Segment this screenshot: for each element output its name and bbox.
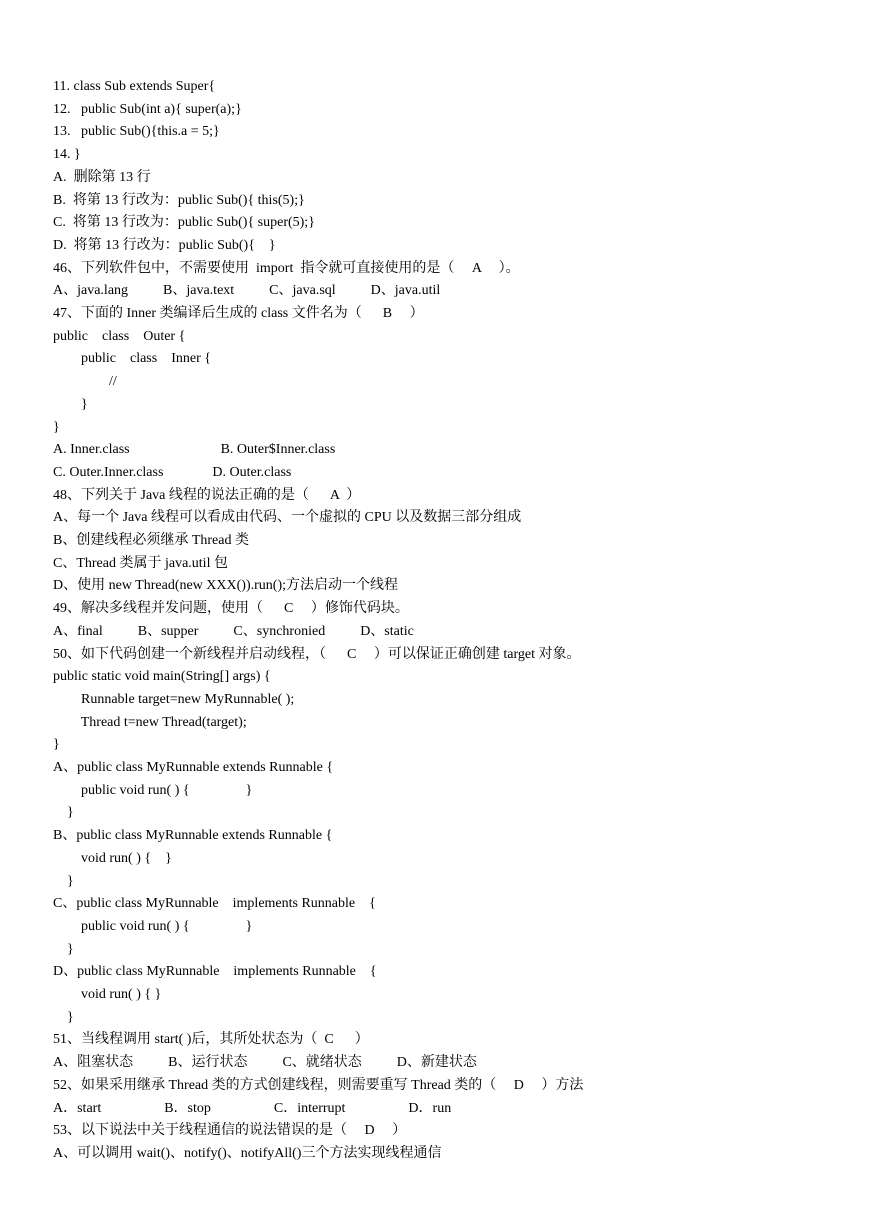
text-line: D、使用 new Thread(new XXX()).run();方法启动一个线程 bbox=[53, 578, 399, 593]
text-line: } bbox=[53, 420, 60, 435]
text-line: 49、解决多线程并发问题，使用（ C ）修饰代码块。 bbox=[53, 601, 409, 616]
text-line: A、public class MyRunnable extends Runnable { bbox=[53, 760, 334, 775]
text-line: 51、当线程调用 start( )后，其所处状态为（ C ） bbox=[53, 1032, 369, 1047]
text-line: public static void main(String[] args) { bbox=[53, 669, 271, 684]
text-line: public class Outer { bbox=[53, 329, 186, 344]
text-line: D. 将第 13 行改为：public Sub(){ } bbox=[53, 238, 276, 253]
text-line: 50、如下代码创建一个新线程并启动线程，（ C ）可以保证正确创建 target 对象。 bbox=[53, 647, 581, 662]
text-line: A、可以调用 wait()、notify()、notifyAll()三个方法实现线程通信 bbox=[53, 1146, 442, 1161]
text-line: A、阻塞状态 B、运行状态 C、就绪状态 D、新建状态 bbox=[53, 1055, 477, 1070]
text-line: B. 将第 13 行改为：public Sub(){ this(5);} bbox=[53, 193, 305, 208]
text-line: 11. class Sub extends Super{ bbox=[53, 79, 216, 94]
text-line: C. Outer.Inner.class D. Outer.class bbox=[53, 465, 292, 480]
text-line: 46、下列软件包中，不需要使用 import 指令就可直接使用的是（ A ）。 bbox=[53, 261, 520, 276]
text-line: public void run( ) { } bbox=[53, 783, 253, 798]
text-line: 47、下面的 Inner 类编译后生成的 class 文件名为（ B ） bbox=[53, 306, 424, 321]
text-line: public class Inner { bbox=[53, 351, 211, 366]
text-line: Thread t=new Thread(target); bbox=[53, 715, 247, 730]
text-line: 53、以下说法中关于线程通信的说法错误的是（ D ） bbox=[53, 1123, 407, 1138]
text-line: C、Thread 类属于 java.util 包 bbox=[53, 556, 228, 571]
text-line: C. 将第 13 行改为：public Sub(){ super(5);} bbox=[53, 215, 315, 230]
text-line: A．start B．stop C．interrupt D．run bbox=[53, 1101, 452, 1116]
text-line: A. Inner.class B. Outer$Inner.class bbox=[53, 442, 336, 457]
text-line: 52、如果采用继承 Thread 类的方式创建线程，则需要重写 Thread 类的（ D ）方法 bbox=[53, 1078, 584, 1093]
text-line: A、java.lang B、java.text C、java.sql D、java.util bbox=[53, 283, 441, 298]
text-line: A. 删除第 13 行 bbox=[53, 170, 151, 185]
text-line: } bbox=[53, 737, 60, 752]
text-line: 12. public Sub(int a){ super(a);} bbox=[53, 102, 242, 117]
text-line: void run( ) { } bbox=[53, 851, 172, 866]
text-line: } bbox=[53, 942, 74, 957]
text-line: } bbox=[53, 874, 74, 889]
text-line: Runnable target=new MyRunnable( ); bbox=[53, 692, 295, 707]
text-line: 13. public Sub(){this.a = 5;} bbox=[53, 124, 220, 139]
text-line: 48、下列关于 Java 线程的说法正确的是（ A ） bbox=[53, 488, 361, 503]
text-line: } bbox=[53, 1010, 74, 1025]
text-line: 14. } bbox=[53, 147, 81, 162]
text-line: B、创建线程必须继承 Thread 类 bbox=[53, 533, 249, 548]
text-line: B、public class MyRunnable extends Runnable { bbox=[53, 828, 333, 843]
text-line: } bbox=[53, 805, 74, 820]
text-line: public void run( ) { } bbox=[53, 919, 253, 934]
text-line: C、public class MyRunnable implements Runnable { bbox=[53, 896, 376, 911]
text-line: D、public class MyRunnable implements Runnable { bbox=[53, 964, 377, 979]
text-line: // bbox=[53, 374, 117, 389]
text-line: A、final B、supper C、synchronied D、static bbox=[53, 624, 414, 639]
text-line: A、每一个 Java 线程可以看成由代码、一个虚拟的 CPU 以及数据三部分组成 bbox=[53, 510, 522, 525]
text-line: } bbox=[53, 397, 88, 412]
text-line: void run( ) { } bbox=[53, 987, 162, 1002]
